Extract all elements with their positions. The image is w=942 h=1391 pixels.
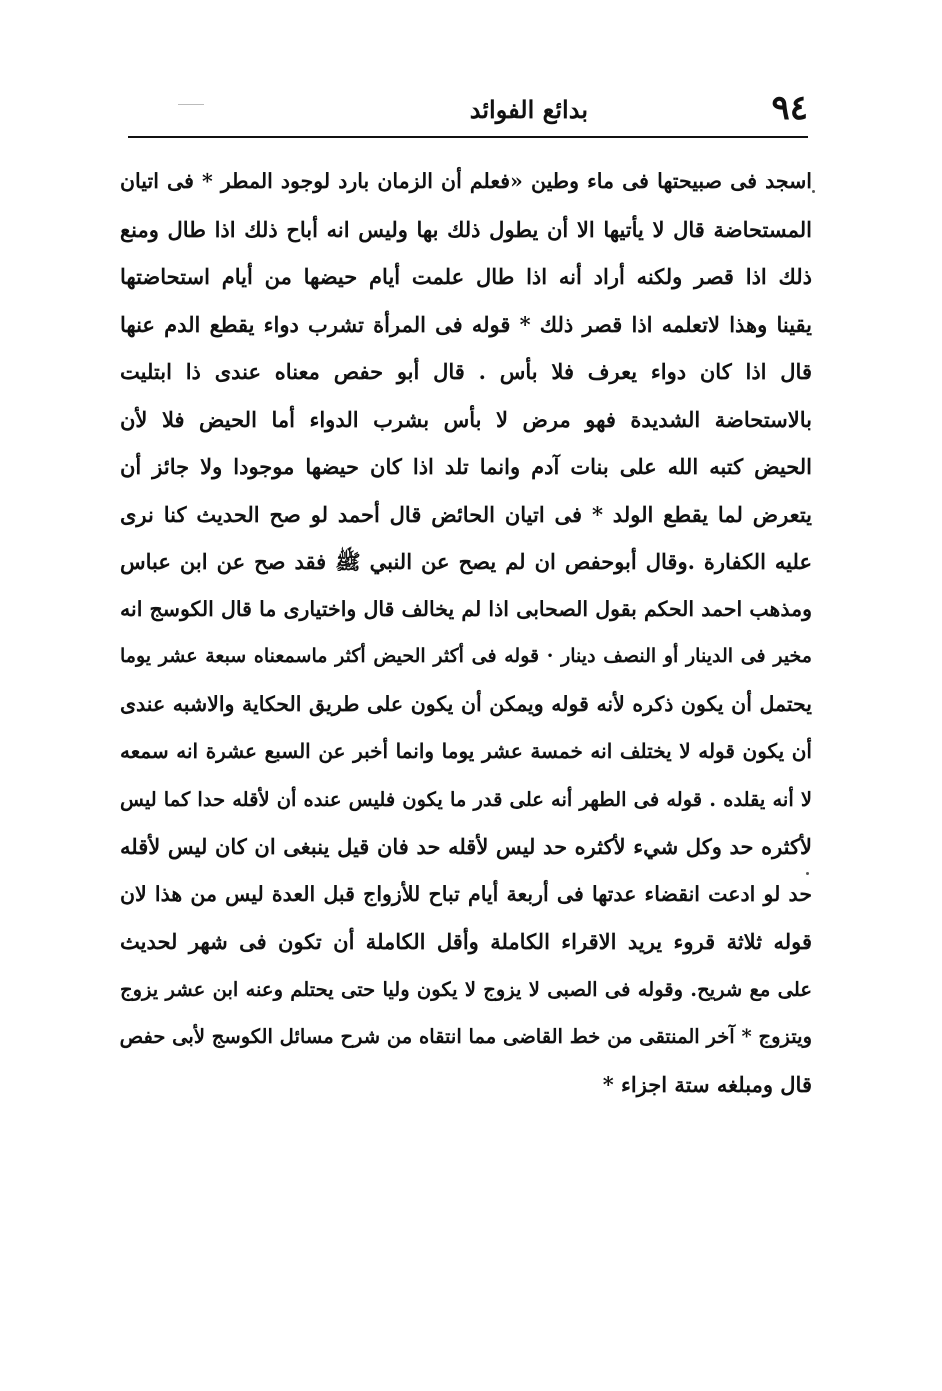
text-line: اسجد فى صبيحتها فى ماء وطين «فعلم أن الزمان بارد لوجود المطر * فى اتيان <box>120 169 812 193</box>
text-line: ويتزوج * آخر المنتقى من خط القاضى مما انتقاه من شرح مسائل الكوسج لأبى حفص <box>120 1025 812 1048</box>
text-line: قال ومبلغه ستة اجزاء * <box>602 1071 812 1097</box>
text-line: ومذهب احمد الحكم بقول الصحابى اذا لم يخالف قال واختيارى ما قال الكوسج انه <box>120 596 812 621</box>
text-line: يتعرض لما يقطع الولد * فى اتيان الحائض قال أحمد لو صح الحديث كنا نرى <box>120 501 812 527</box>
text-line: بالاستحاضة الشديدة فهو مرض لا بأس بشرب الدواء أما الحيض فلا لأن <box>120 406 812 432</box>
text-line: قوله ثلاثة قروء يريد الاقراء الكاملة وأقل الكاملة أن تكون فى شهر لحديث <box>120 929 812 954</box>
text-line: لأكثره حد وكل شيء لأكثره حد ليس لأقله حد فان قيل ينبغى ان كان ليس لأقله <box>120 834 812 859</box>
text-line: أن يكون قوله لا يختلف انه خمسة عشر يوما وانما أخبر عن السبع عشرة انه سمعه <box>120 739 812 763</box>
text-line: ذلك اذا قصر ولكنه أراد أنه اذا طال علمت أيام حيضها من أيام استحاضتها <box>120 264 812 289</box>
page-header <box>128 88 808 132</box>
body-text <box>120 158 812 1108</box>
header-rule <box>128 136 808 138</box>
text-line: قال اذا كان دواء يعرف فلا بأس . قال أبو حفص معناه عندى ذا ابتليت <box>120 359 812 384</box>
text-line: الحيض كتبه الله على بنات آدم وانما تلد اذا كان حيضها موجودا ولا جائز أن <box>120 454 812 479</box>
text-line: يقينا وهذا لاتعلمه اذا قصر ذلك * قوله فى المرأة تشرب دواء يقطع الدم عنها <box>120 311 812 337</box>
text-line: المستحاضة قال لا يأتيها الا أن يطول ذلك بها وليس انه أباح ذلك اذا طال ومنع <box>120 216 812 242</box>
page-number: ٩٤ <box>771 88 808 128</box>
text-line: يحتمل أن يكون ذكره لأنه قوله ويمكن أن يكون على طريق الحكاية والاشبه عندى <box>120 691 812 716</box>
running-title: بدائع الفوائد <box>469 95 588 124</box>
text-line: على مع شريح. وقوله فى الصبى لا يزوج لا يكون وليا حتى يحتلم وعنه ابن عشر يزوج <box>120 977 812 1001</box>
margin-dot <box>812 190 815 193</box>
text-line: حد لو ادعت انقضاء عدتها فى أربعة أيام تباح للأزواج قبل العدة ليس من هذا لان <box>120 881 812 906</box>
text-line: لا أنه يقلده . قوله فى الطهر أنه على قدر ما يكون فليس عنده أن لأقله حدا كما ليس <box>120 787 812 811</box>
text-line: عليه الكفارة .وقال أبوحفص ان لم يصح عن النبي ﷺ فقد صح عن ابن عباس <box>120 549 812 574</box>
text-line: مخير فى الدينار أو النصف دينار · قوله فى أكثر الحيض أكثر ماسمعناه سبعة عشر يوما <box>120 645 812 667</box>
